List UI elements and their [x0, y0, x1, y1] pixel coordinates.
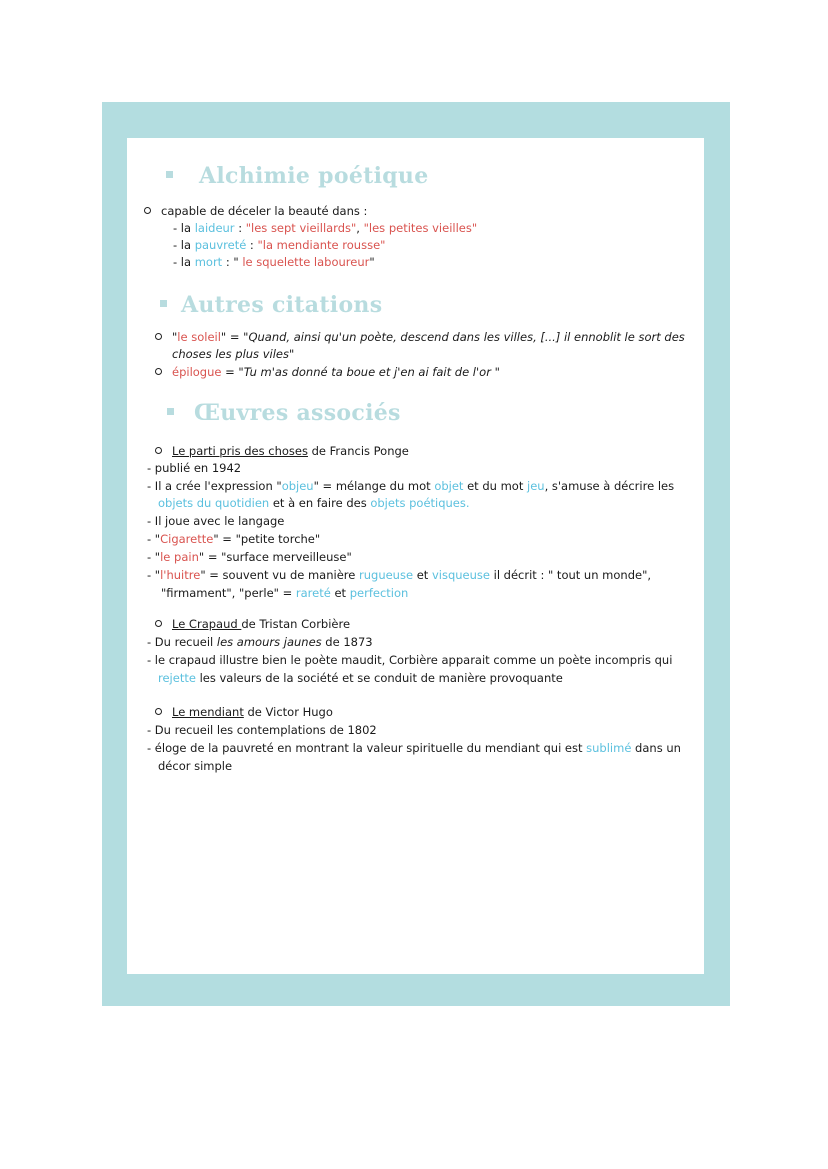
list-item-cont	[158, 670, 563, 687]
text-fragment: choses les plus viles	[172, 347, 289, 361]
text-fragment: - la	[173, 238, 195, 252]
text-fragment: le soleil	[177, 330, 221, 344]
circle-bullet-icon	[155, 368, 162, 375]
text-fragment: Œuvres associés	[194, 400, 401, 426]
text-fragment: Cigarette	[160, 532, 214, 546]
text-fragment: " = souvent vu de manière	[200, 568, 359, 582]
circle-bullet-icon	[155, 447, 162, 454]
text-fragment: , s'amuse à décrire les	[544, 479, 675, 493]
circle-bullet-icon	[155, 708, 162, 715]
text-fragment: objeu	[281, 479, 314, 493]
text-fragment: "les petites vieilles"	[363, 221, 478, 235]
text-fragment: Le mendiant	[172, 705, 244, 719]
heading-autres-citations	[160, 292, 382, 318]
list-item	[147, 652, 672, 669]
text-fragment: le squelette laboureur	[242, 255, 370, 269]
text-fragment: - la	[173, 221, 195, 235]
text-fragment: objets du quotidien	[158, 496, 270, 510]
text-fragment: sublimé	[586, 741, 632, 755]
text-fragment: et	[413, 568, 432, 582]
list-item-beaute	[144, 203, 367, 220]
text-fragment: " = "petite torche"	[213, 532, 321, 546]
text-fragment: " = "surface merveilleuse"	[198, 550, 352, 564]
text-fragment: les valeurs de la société et se conduit de manière provoquante	[195, 671, 563, 685]
square-bullet-icon	[166, 171, 173, 178]
text-fragment: de Tristan Corbière	[241, 617, 351, 631]
text-fragment: - éloge de la pauvreté en montrant la valeur spirituelle du mendiant qui est	[147, 741, 587, 755]
text-fragment: - "	[147, 532, 161, 546]
text-fragment: "	[288, 347, 295, 361]
text-fragment: pauvreté	[194, 238, 247, 252]
text-fragment: l'huitre	[160, 568, 201, 582]
text-fragment: Quand, ainsi qu'un poète, descend dans les villes, [...] il ennoblit le sort des	[248, 330, 685, 344]
text-fragment: = "	[221, 365, 244, 379]
circle-bullet-icon	[155, 620, 162, 627]
text-fragment: "la mendiante rousse"	[257, 238, 386, 252]
text-fragment: "	[490, 365, 500, 379]
list-item	[147, 740, 681, 757]
list-item-cont	[161, 585, 408, 602]
text-fragment: de Victor Hugo	[243, 705, 333, 719]
list-item-laideur	[173, 220, 477, 237]
text-fragment: - Du recueil les contemplations de 1802	[147, 723, 377, 737]
list-item-mort	[173, 254, 375, 271]
text-fragment: "les sept vieillards"	[245, 221, 357, 235]
list-item-cont	[158, 495, 470, 512]
text-fragment: rareté	[295, 586, 331, 600]
text-fragment: dans un	[631, 741, 681, 755]
text-fragment: rugueuse	[359, 568, 414, 582]
text-fragment: - "	[147, 568, 161, 582]
text-fragment: décor simple	[158, 759, 233, 773]
text-fragment: "firmament", "perle" =	[161, 586, 296, 600]
square-bullet-icon	[167, 408, 174, 415]
heading-oeuvres-associes	[167, 400, 401, 426]
heading-alchimie-poetique	[166, 163, 429, 189]
list-item	[147, 460, 241, 477]
text-fragment: "	[369, 255, 375, 269]
text-fragment: - le crapaud illustre bien le poète maudit, Corbière apparait comme un poète incompris qui	[147, 653, 673, 667]
list-item	[147, 513, 284, 530]
text-fragment: " = mélange du mot	[313, 479, 435, 493]
list-item	[147, 478, 674, 495]
text-fragment: objets poétiques.	[370, 496, 470, 510]
list-item	[147, 549, 352, 566]
list-item-pauvrete	[173, 237, 385, 254]
circle-bullet-icon	[155, 333, 162, 340]
text-fragment: il décrit : " tout un monde",	[489, 568, 652, 582]
text-fragment: mort	[194, 255, 223, 269]
work-title-hugo	[155, 704, 333, 721]
work-title-ponge	[155, 443, 409, 460]
text-fragment: : "	[222, 255, 243, 269]
text-fragment: Autres citations	[181, 292, 383, 318]
text-fragment: Alchimie poétique	[199, 163, 429, 189]
text-fragment: visqueuse	[431, 568, 490, 582]
text-fragment: - Du recueil	[147, 635, 217, 649]
circle-bullet-icon	[144, 207, 151, 214]
text-fragment: "	[172, 330, 178, 344]
list-item	[147, 567, 651, 584]
text-fragment: et	[330, 586, 350, 600]
square-bullet-icon	[160, 300, 167, 307]
citation-soleil-cont	[172, 346, 294, 363]
text-fragment: Le Crapaud	[172, 617, 242, 631]
text-fragment: - "	[147, 550, 161, 564]
content-card	[127, 138, 704, 974]
list-item-cont	[158, 758, 232, 775]
text-fragment: et à en faire des	[269, 496, 371, 510]
text-fragment: épilogue	[172, 365, 222, 379]
text-fragment: de Francis Ponge	[307, 444, 409, 458]
text-fragment: laideur	[194, 221, 235, 235]
text-fragment: - publié en 1942	[147, 461, 242, 475]
text-fragment: :	[234, 221, 246, 235]
text-fragment: jeu	[527, 479, 545, 493]
text-fragment: le pain	[160, 550, 199, 564]
text-fragment: " = "	[220, 330, 249, 344]
text-fragment: capable de déceler la beauté dans :	[161, 204, 368, 218]
text-fragment: ,	[356, 221, 364, 235]
text-fragment: les amours jaunes	[216, 635, 322, 649]
text-fragment: rejette	[158, 671, 196, 685]
text-fragment: - Il joue avec le langage	[147, 514, 285, 528]
citation-epilogue	[155, 364, 500, 381]
citation-soleil	[155, 329, 685, 346]
list-item	[147, 634, 373, 651]
work-title-corbiere	[155, 616, 350, 633]
page-frame	[102, 102, 730, 1006]
text-fragment: objet	[434, 479, 464, 493]
text-fragment: de 1873	[321, 635, 373, 649]
text-fragment: :	[246, 238, 258, 252]
text-fragment: - la	[173, 255, 195, 269]
list-item	[147, 531, 320, 548]
text-fragment: Le parti pris des choses	[172, 444, 308, 458]
list-item	[147, 722, 377, 739]
text-fragment: - Il a crée l'expression "	[147, 479, 282, 493]
text-fragment: perfection	[349, 586, 409, 600]
text-fragment: Tu m'as donné ta boue et j'en ai fait de l'or	[243, 365, 491, 379]
text-fragment: et du mot	[463, 479, 527, 493]
